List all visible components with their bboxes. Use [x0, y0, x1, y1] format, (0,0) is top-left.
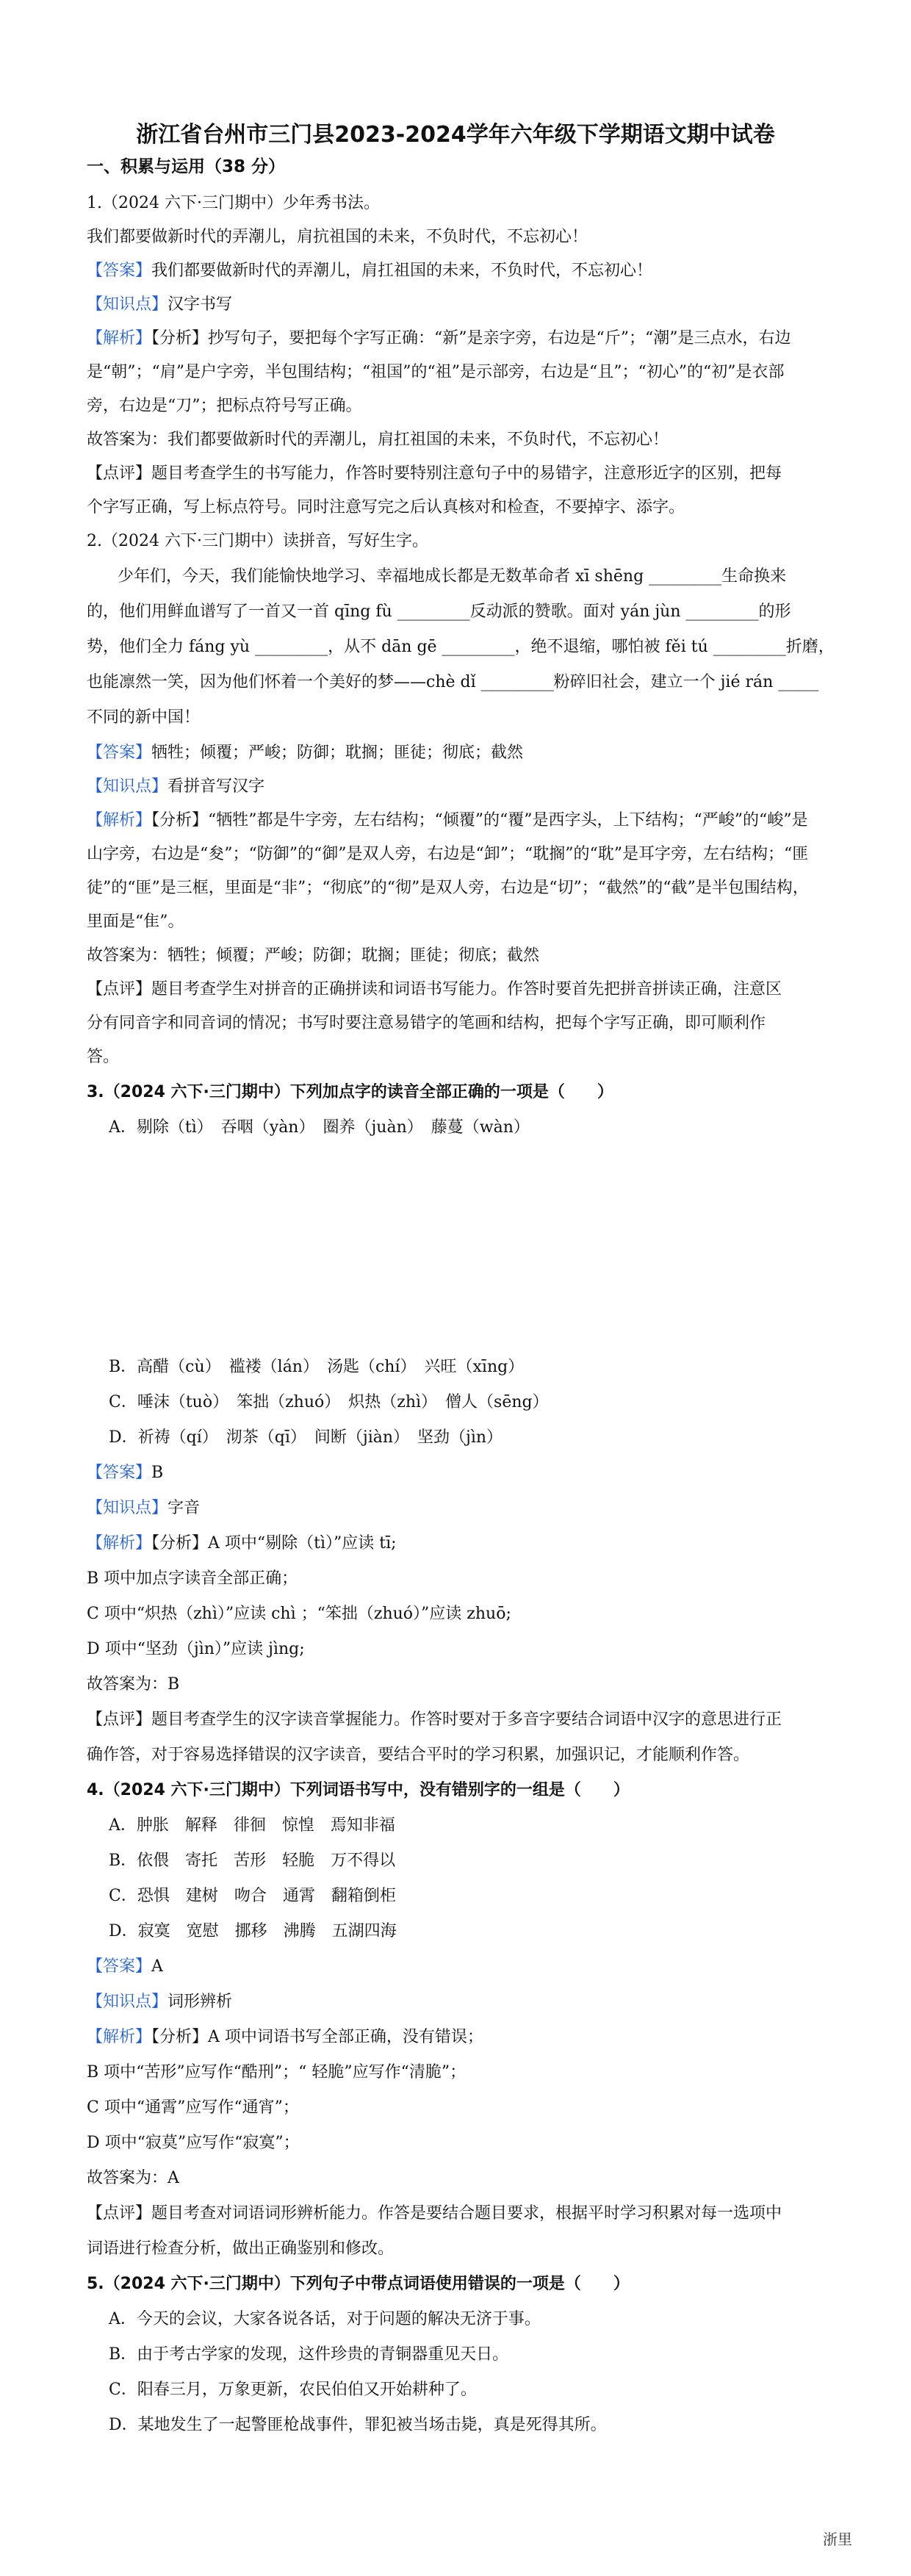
answer-tag: 【答案】: [87, 1464, 152, 1482]
q2-comment-1: 【点评】题目考查学生对拼音的正确拼读和词语书写能力。作答时要首先把拼音拼读正确，注意区: [87, 980, 782, 999]
q4-stem: 4.（2024 六下·三门期中）下列词语书写中，没有错别字的一组是（ ）: [87, 1781, 630, 1799]
q5-option-b: B．由于考古学家的发现，这件珍贵的青铜器重见天日。: [109, 2345, 509, 2364]
q2-passage-4: 也能凛然一笑，因为他们怀着一个美好的梦——chè dǐ _________粉碎旧社会，建立一个 jié rán _____: [87, 673, 819, 691]
q1-knowledge: [87, 294, 829, 316]
q3-option-b: B．高醋（cù） 褴褛（lán） 汤匙（chí） 兴旺（xīng）: [109, 1358, 525, 1376]
kp-text: 看拼音写汉字: [168, 777, 265, 796]
answer-text: 牺牲；倾覆；严峻；防御；耽搁；匪徒；彻底；截然: [151, 744, 524, 762]
q2-passage-3: 势，他们全力 fáng yù _________，从不 dān gē _________，绝不退缩，哪怕被 fěi tú _________折磨，: [87, 638, 835, 656]
q5-option-c: C．阳春三月，万象更新，农民伯伯又开始耕种了。: [109, 2381, 477, 2399]
q2-analysis-1: [87, 810, 829, 832]
answer-text: 我们都要做新时代的弄潮儿，肩扛祖国的未来，不负时代，不忘初心！: [151, 262, 653, 280]
q3-comment-1: 【点评】题目考查学生的汉字读音掌握能力。作答时要对于多音字要结合词语中汉字的意思进行正: [87, 1710, 782, 1729]
q3-analysis-4: D 项中“坚劲（jìn）”应读 jìng;: [87, 1640, 305, 1658]
q1-analysis-3: 旁，右边是“刀”；把标点符号写正确。: [87, 397, 362, 415]
q4-knowledge: [87, 1991, 829, 2013]
analysis-tag: 【解析】: [87, 1534, 152, 1553]
kp-text: 汉字书写: [168, 295, 233, 314]
q2-knowledge: [87, 776, 829, 798]
q3-analysis-1: [87, 1533, 829, 1555]
q5-option-d: D．某地发生了一起警匪枪战事件，罪犯被当场击毙，真是死得其所。: [109, 2416, 607, 2434]
answer-text: A: [151, 1957, 163, 1976]
q2-stem: 2.（2024 六下·三门期中）读拼音，写好生字。: [87, 532, 428, 550]
q1-comment-2: 个字写正确，写上标点符号。同时注意写完之后认真核对和检查，不要掉字、添字。: [87, 498, 685, 517]
page-title: 浙江省台州市三门县2023-2024学年六年级下学期语文期中试卷: [136, 122, 775, 148]
page-footer: 浙里: [823, 2530, 852, 2548]
q4-option-d: D．寂寞 宽慰 挪移 沸腾 五湖四海: [109, 1922, 397, 1940]
answer-tag: 【答案】: [87, 744, 152, 762]
q4-analysis-3: C 项中“通霄”应写作“通宵”；: [87, 2098, 299, 2117]
q4-analysis-1: [87, 2026, 829, 2048]
q4-analysis-4: D 项中“寂莫”应写作“寂寞”；: [87, 2134, 300, 2152]
q2-conclusion: 故答案为：牺牲；倾覆；严峻；防御；耽搁；匪徒；彻底；截然: [87, 946, 540, 965]
q1-stem: 1.（2024 六下·三门期中）少年秀书法。: [87, 194, 380, 212]
q5-stem: 5.（2024 六下·三门期中）下列句子中带点词语使用错误的一项是（ ）: [87, 2275, 630, 2293]
q3-analysis-3: C 项中“炽热（zhì）”应读 chì ；“笨拙（zhuó）”应读 zhuō;: [87, 1605, 511, 1623]
kp-tag: 【知识点】: [87, 295, 168, 314]
kp-text: 字音: [168, 1499, 201, 1517]
q4-conclusion: 故答案为：A: [87, 2169, 179, 2187]
q4-option-c: C．恐惧 建树 吻合 通霄 翻箱倒柜: [109, 1887, 396, 1905]
kp-tag: 【知识点】: [87, 1993, 168, 2011]
section-heading: 一、积累与运用（38 分）: [87, 157, 286, 176]
q3-knowledge: [87, 1497, 829, 1519]
q2-answer: [87, 742, 829, 764]
q2-passage-2: 的，他们用鲜血谱写了一首又一首 qīng fù _________反动派的赞歌。面对 yán jùn _________的形: [87, 602, 791, 621]
analysis-text: 【分析】A 项中“剔除（tì）”应读 tī;: [151, 1534, 397, 1553]
q2-analysis-3: 徒”的“匪”是三框，里面是“非”；“彻底”的“彻”是双人旁，右边是“切”；“截然”的“截”是半包围结构，: [87, 879, 809, 897]
q3-answer: [87, 1462, 829, 1484]
analysis-text: 【分析】“牺牲”都是牛字旁，左右结构；“倾覆”的“覆”是西字头，上下结构；“严峻”的“峻”是: [151, 811, 808, 830]
kp-tag: 【知识点】: [87, 1499, 168, 1517]
q4-answer: [87, 1956, 829, 1978]
q1-conclusion: 故答案为：我们都要做新时代的弄潮儿，肩扛祖国的未来，不负时代，不忘初心！: [87, 431, 669, 449]
q2-comment-3: 答。: [87, 1048, 120, 1066]
q1-analysis-1: [87, 328, 829, 350]
q2-passage-5: 不同的新中国！: [87, 708, 201, 727]
q5-option-a: A．今天的会议，大家各说各话，对于问题的解决无济于事。: [109, 2310, 541, 2328]
q4-analysis-2: B 项中“苦形”应写作“酷刑”；“ 轻脆”应写作“清脆”；: [87, 2063, 467, 2082]
q4-option-a: A．肿胀 解释 徘徊 惊惶 焉知非福: [109, 1816, 395, 1835]
q2-analysis-2: 山字旁，右边是“夋”；“防御”的“御”是双人旁，右边是“卸”；“耽搁”的“耽”是耳字旁，左右结构；“匪: [87, 845, 809, 863]
q1-answer: [87, 260, 829, 282]
q1-comment-1: 【点评】题目考查学生的书写能力，作答时要特别注意句子中的易错字，注意形近字的区别，把每: [87, 464, 782, 483]
analysis-tag: 【解析】: [87, 2028, 152, 2046]
q3-option-a: A．剔除（tì） 吞咽（yàn） 圈养（juàn） 藤蔓（wàn）: [109, 1118, 530, 1137]
q2-passage-1: 少年们，今天，我们能愉快地学习、幸福地成长都是无数革命者 xī shēng _________生命换来: [118, 567, 787, 586]
q4-option-b: B．依偎 寄托 苦形 轻脆 万不得以: [109, 1852, 396, 1870]
q3-comment-2: 确作答，对于容易选择错误的汉字读音，要结合平时的学习积累，加强识记，才能顺利作答。: [87, 1746, 750, 1764]
kp-text: 词形辨析: [168, 1993, 233, 2011]
q1-text: 我们都要做新时代的弄潮儿，肩抗祖国的未来，不负时代，不忘初心！: [87, 228, 588, 246]
q1-analysis-2: 是“朝”；“肩”是户字旁，半包围结构；“祖国”的“祖”是示部旁，右边是“且”；“初心”的“初”是衣部: [87, 363, 785, 381]
q3-option-c: C．唾沫（tuò） 笨拙（zhuó） 炽热（zhì） 僧人（sēng）: [109, 1393, 549, 1411]
q3-analysis-2: B 项中加点字读音全部正确；: [87, 1569, 298, 1588]
analysis-text: 【分析】抄写句子，要把每个字写正确：“新”是亲字旁，右边是“斤”；“潮”是三点水，右边: [151, 329, 791, 348]
answer-tag: 【答案】: [87, 1957, 152, 1976]
answer-tag: 【答案】: [87, 262, 152, 280]
kp-tag: 【知识点】: [87, 777, 168, 796]
q4-comment-1: 【点评】题目考查对词语词形辨析能力。作答是要结合题目要求，根据平时学习积累对每一选项中: [87, 2204, 782, 2223]
q3-stem: 3.（2024 六下·三门期中）下列加点字的读音全部正确的一项是（ ）: [87, 1083, 613, 1101]
q3-conclusion: 故答案为：B: [87, 1675, 180, 1694]
q3-option-d: D．祈祷（qí） 沏茶（qī） 间断（jiàn） 坚劲（jìn）: [109, 1428, 503, 1447]
q2-comment-2: 分有同音字和同音词的情况；书写时要注意易错字的笔画和结构，把每个字写正确，即可顺利作: [87, 1014, 766, 1032]
answer-text: B: [151, 1464, 164, 1482]
q2-analysis-4: 里面是“隹”。: [87, 913, 184, 931]
analysis-tag: 【解析】: [87, 811, 152, 830]
analysis-tag: 【解析】: [87, 329, 152, 348]
analysis-text: 【分析】A 项中词语书写全部正确，没有错误；: [151, 2028, 483, 2046]
q4-comment-2: 词语进行检查分析，做出正确鉴别和修改。: [87, 2239, 395, 2258]
